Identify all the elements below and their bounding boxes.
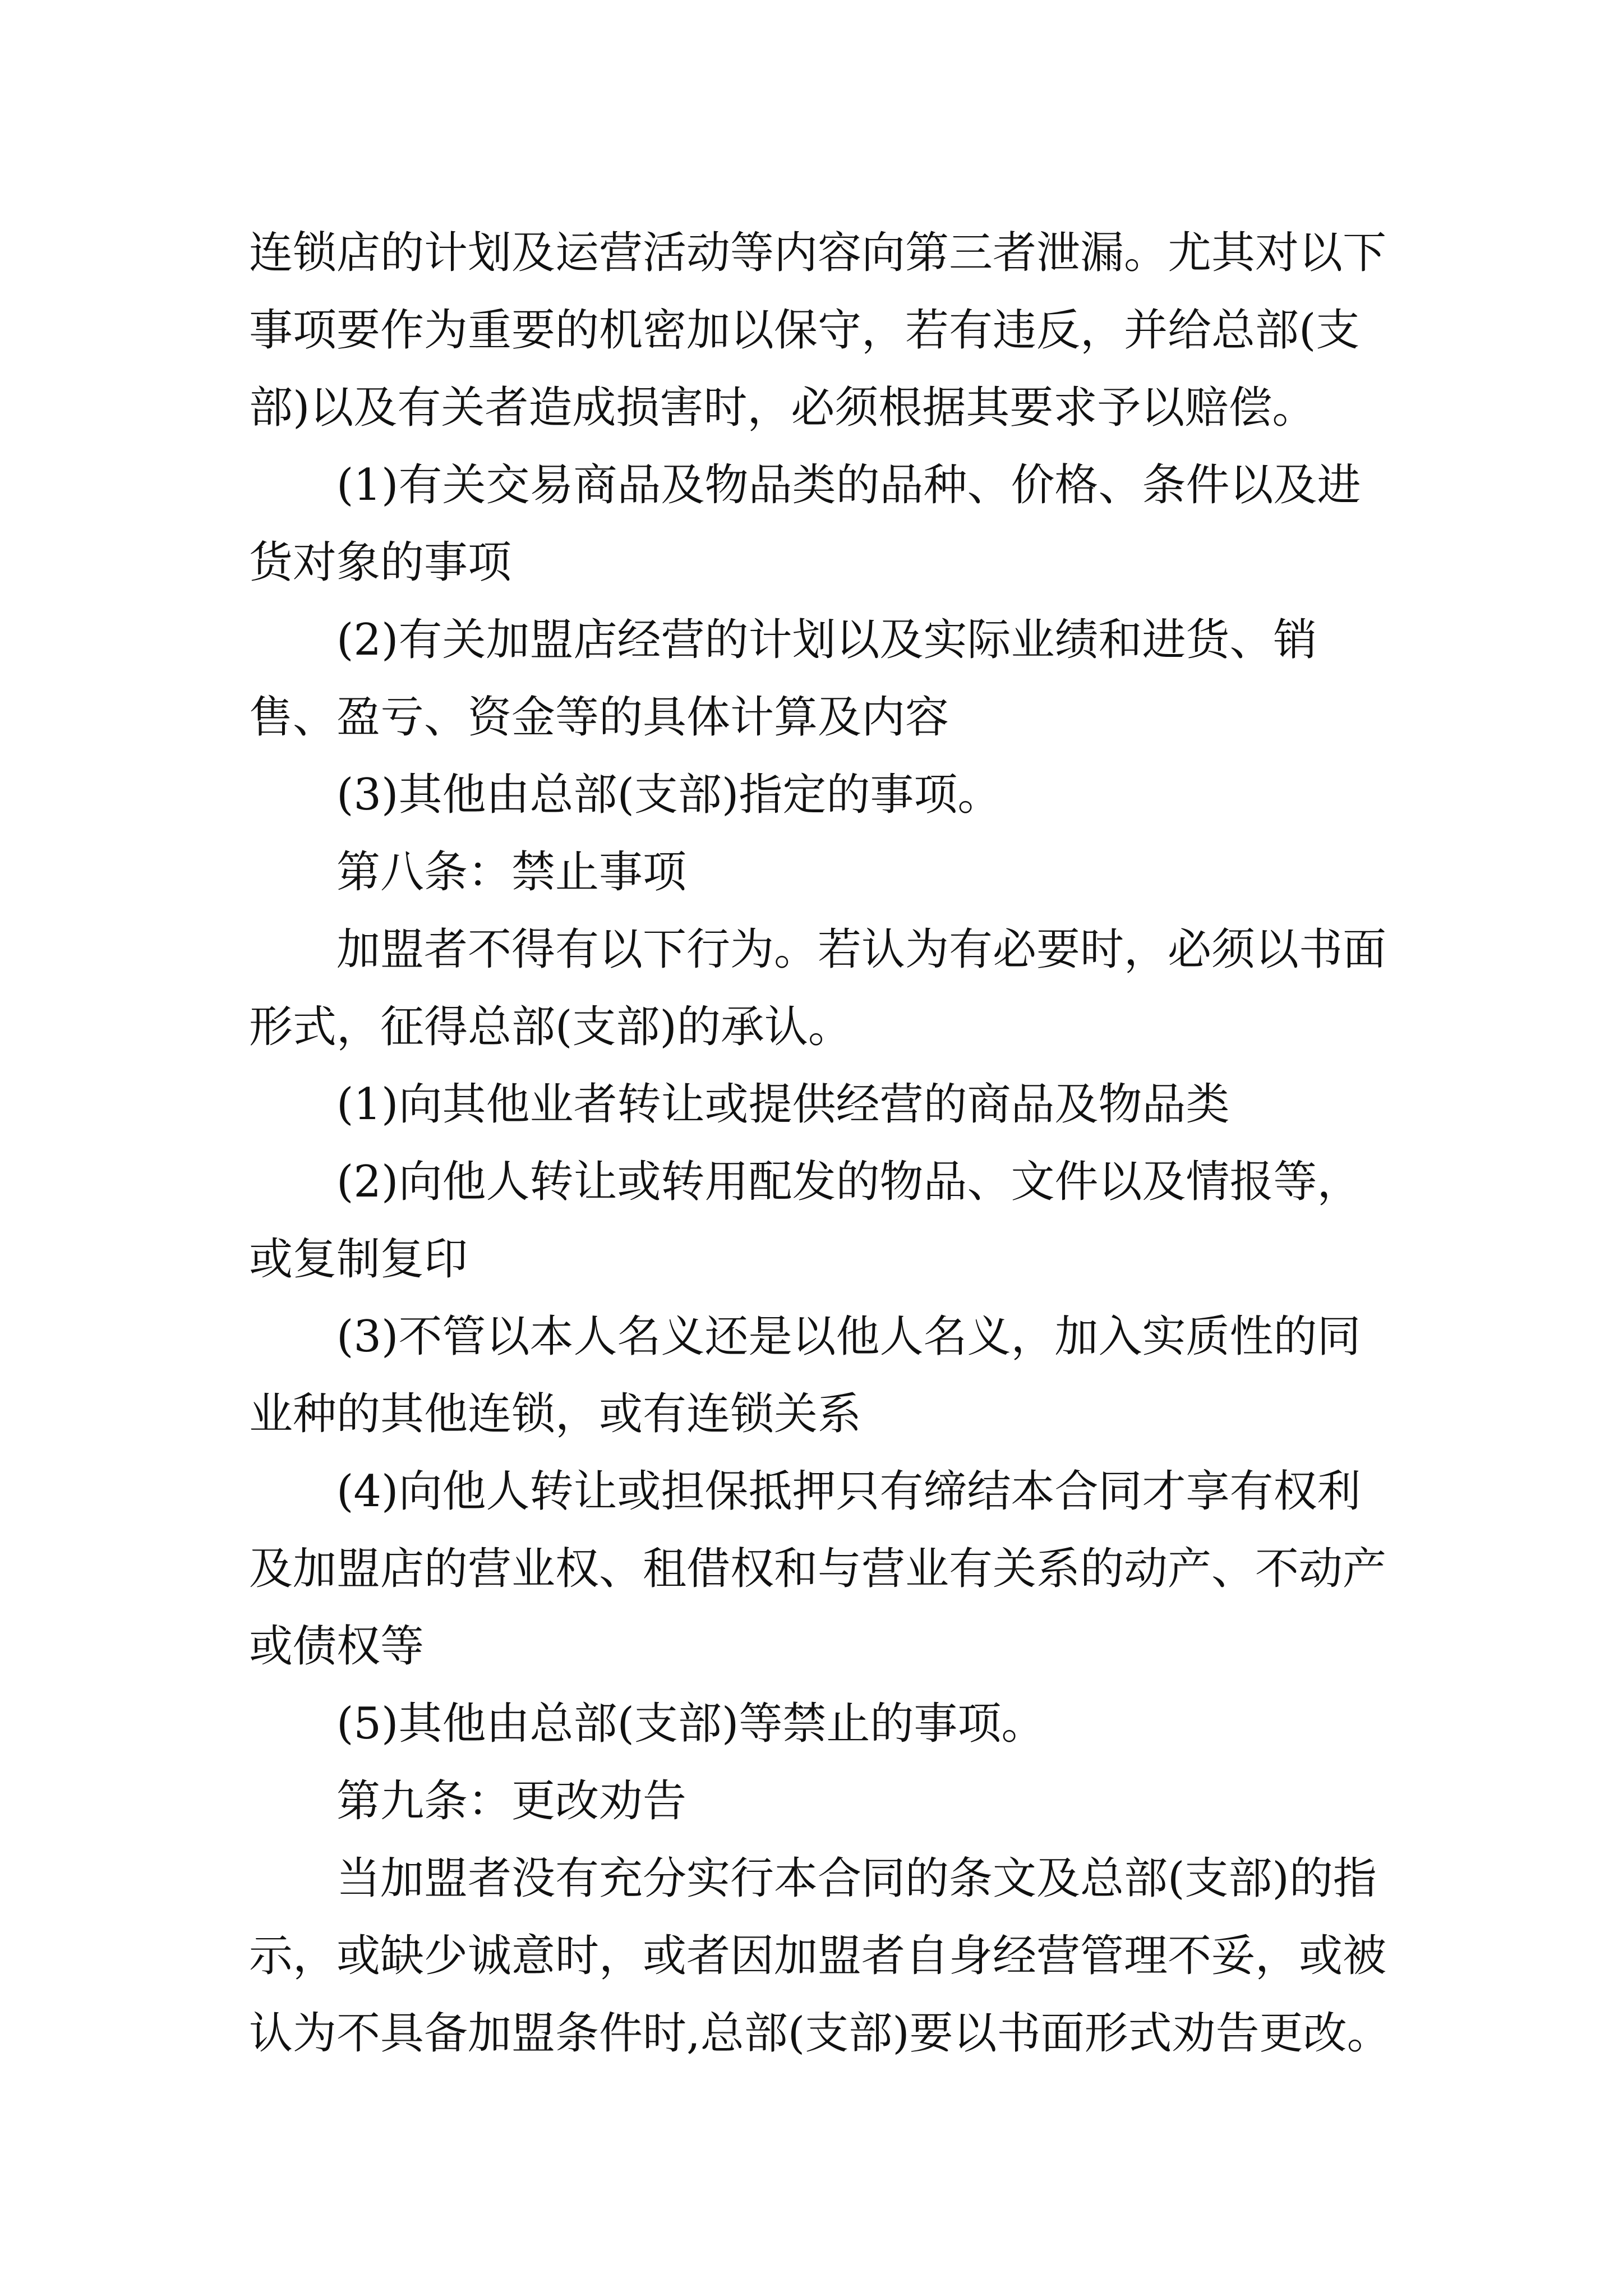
article-8-heading: 第八条：禁止事项: [336, 847, 687, 898]
article-8-intro: 加盟者不得有以下行为。若认为有必要时，必须以书面形式，征得总部(支部)的承认。: [249, 924, 1387, 1052]
prohibited-item-5: (5)其他由总部(支部)等禁止的事项。: [336, 1699, 1045, 1749]
prohibited-item-2: (2)向他人转让或转用配发的物品、文件以及情报等，或复制复印: [249, 1157, 1361, 1285]
document-body: [249, 214, 1404, 2072]
prohibited-item-4: (4)向他人转让或担保抵押只有缔结本合同才享有权利及加盟店的营业权、租借权和与营业有关系的动产、不动产或债权等: [249, 1466, 1387, 1672]
prohibited-item-3: (3)不管以本人名义还是以他人名义，加入实质性的同业种的其他连锁，或有连锁关系: [249, 1312, 1361, 1439]
list-item-1-trade-goods: (1)有关交易商品及物品类的品种、价格、条件以及进货对象的事项: [249, 460, 1361, 588]
paragraph-confidentiality: 连锁店的计划及运营活动等内容向第三者泄漏。尤其对以下事项要作为重要的机密加以保守，若有违反，并给总部(支部)以及有关者造成损害时，必须根据其要求予以赔偿。: [249, 228, 1387, 433]
article-9-heading: 第九条：更改劝告: [336, 1776, 687, 1826]
article-9-body: 当加盟者没有充分实行本合同的条文及总部(支部)的指示，或缺少诚意时，或者因加盟者自身经营管理不妥，或被认为不具备加盟条件时,总部(支部)要以书面形式劝告更改。: [249, 1853, 1391, 2059]
list-item-3-designated-matters: (3)其他由总部(支部)指定的事项。: [336, 770, 1002, 820]
list-item-2-business-plan: (2)有关加盟店经营的计划以及实际业绩和进货、销售、盈亏、资金等的具体计算及内容: [249, 615, 1317, 743]
prohibited-item-1: (1)向其他业者转让或提供经营的商品及物品类: [336, 1079, 1230, 1130]
